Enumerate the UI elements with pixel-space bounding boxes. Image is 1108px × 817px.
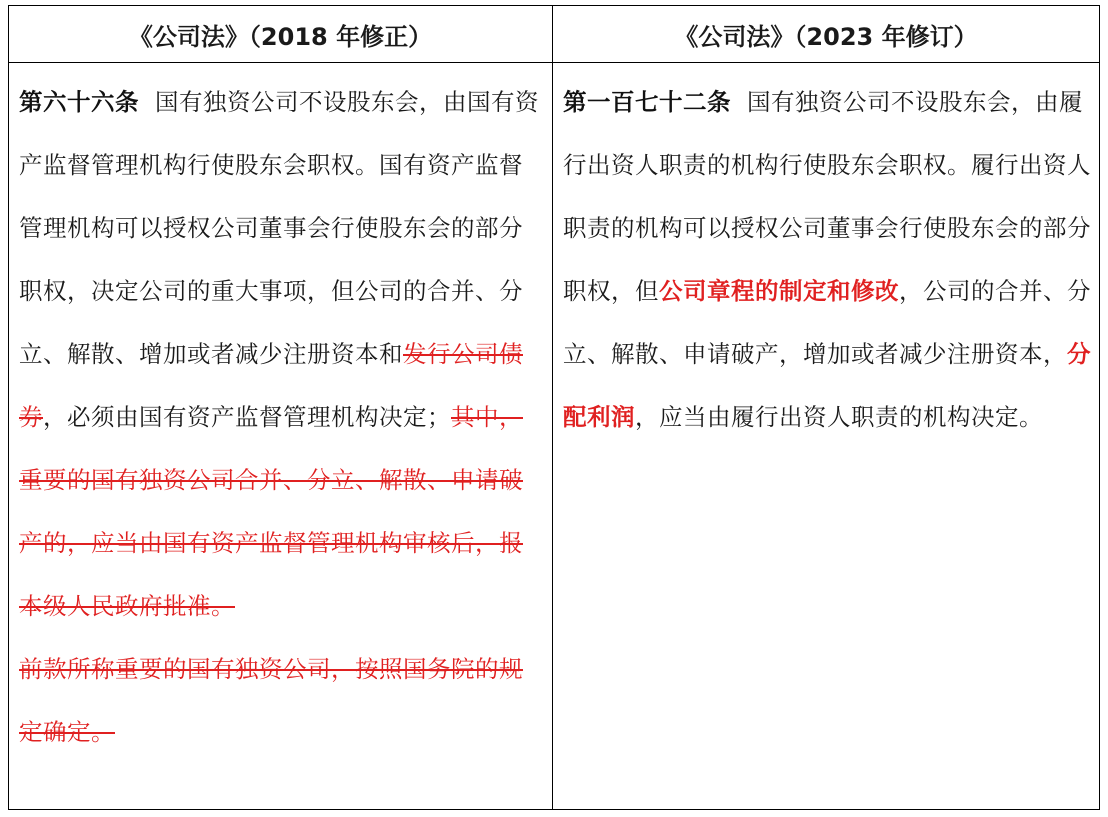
article-number-2018: 第六十六条 (19, 88, 139, 116)
article-2023-text2: ，公司的合并、分立、解散、申请破产，增加或者减少注册资本， (563, 277, 1091, 368)
article-2018-text2: ，必须由国有资产监督管理机构决定； (43, 403, 451, 431)
article-2023-para1 (563, 71, 1093, 449)
deleted-text-2: 其中，重要的国有独资公司合并、分立、解散、申请破产的，应当由国有资产监督管理机构审核后，报本级人民政府批准。 (19, 403, 523, 620)
deleted-text-3: 前款所称重要的国有独资公司，按照国务院的规定确定。 (19, 655, 523, 746)
header-2018: 《公司法》（2018 年修正） (9, 6, 553, 63)
article-2023-text1: 国有独资公司不设股东会，由履行出资人职责的机构行使股东会职权。履行出资人职责的机构可以授权公司董事会行使股东会的部分职权，但 (563, 88, 1091, 305)
header-2023: 《公司法》（2023 年修订） (553, 6, 1099, 63)
comparison-table (8, 5, 1100, 810)
added-text-1: 公司章程的制定和修改 (659, 277, 899, 305)
added-text-2: 分配利润 (563, 340, 1091, 431)
article-2018-cell (9, 63, 553, 809)
article-2018-para2 (19, 638, 546, 764)
article-number-2023: 第一百七十二条 (563, 88, 731, 116)
article-2018-para1 (19, 71, 546, 638)
article-2023-text3: ，应当由履行出资人职责的机构决定。 (635, 403, 1043, 431)
deleted-text-1: 发行公司债券 (19, 340, 523, 431)
article-2018-text1: 国有独资公司不设股东会，由国有资产监督管理机构行使股东会职权。国有资产监督管理机构可以授权公司董事会行使股东会的部分职权，决定公司的重大事项，但公司的合并、分立、解散、增加或者减少注册资本和 (19, 88, 539, 368)
article-2023-cell (553, 63, 1099, 809)
